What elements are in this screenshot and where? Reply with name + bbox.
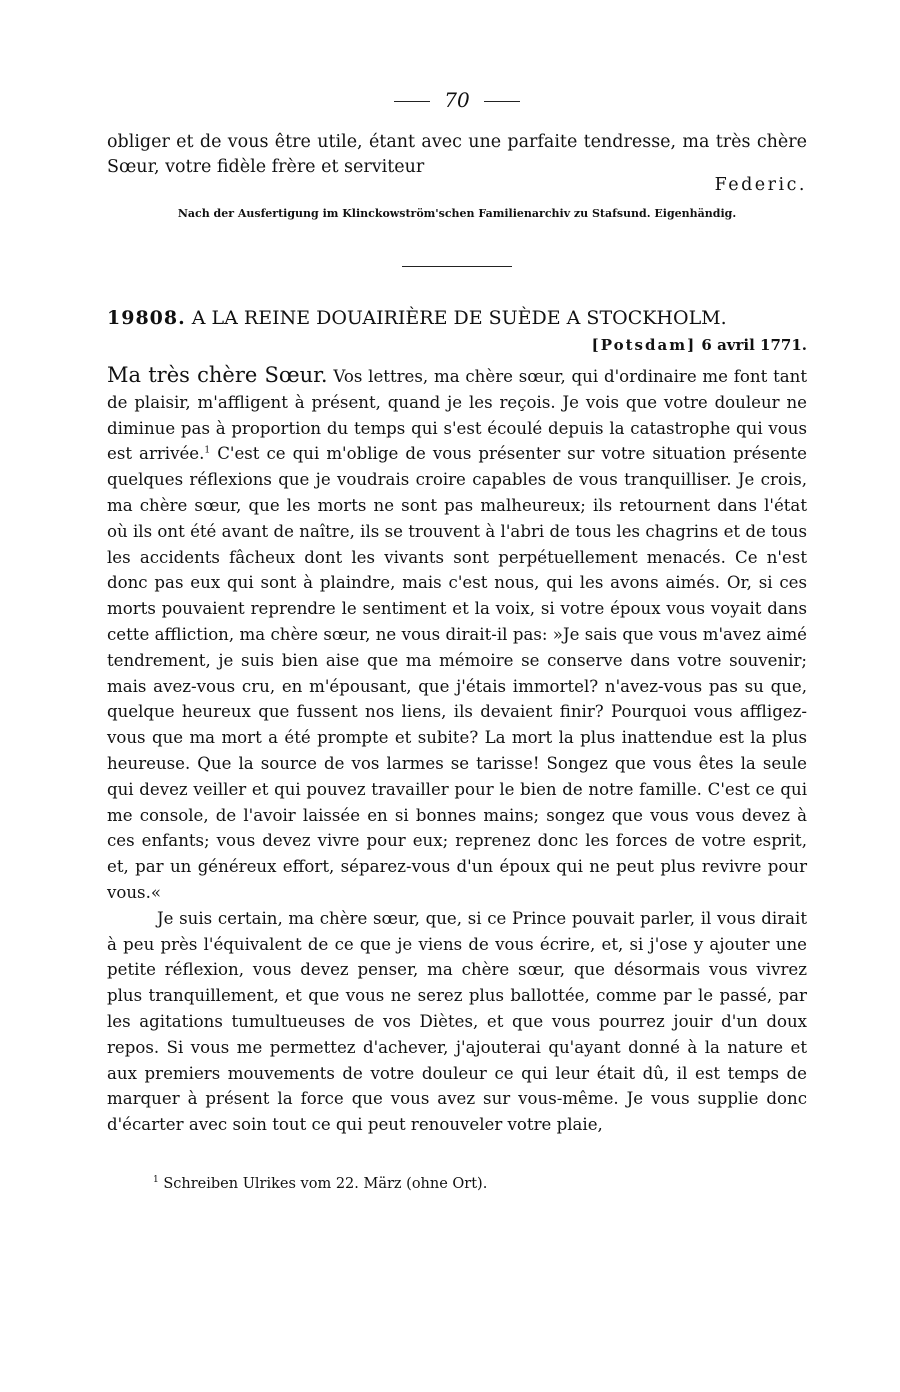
paragraph-1-part-b: C'est ce qui m'oblige de vous présenter sur votre situation présente quelques réflexions que je voudrais croire capables de vous tranquilliser. Je crois, ma chère sœur, que les morts ne sont pas malheureux; ils retournent dans l'état où ils ont été avant de naître, ils se trouvent à l'abri de tous les chagrins et de tous les accidents fâcheux dont les vivants sont perpétuellement menacés. Ce n'est donc pas eux qui sont à plaindre, mais c'est nous, qui les avons aimés. Or, si ces morts pouvaient reprendre le sentiment et la voix, si votre époux vous voyait dans cette affliction, ma chère sœur, ne vous dirait-il pas: »Je sais que vous m'avez aimé tendrement, je suis bien aise que ma mémoire se conserve dans votre souvenir; mais avez-vous cru, en m'épousant, que j'étais immortel? n'avez-vous pas su que, quelque heureux que fussent nos liens, ils devaient finir? Pourquoi vous affligez-vous que ma mort a été prompte et subite? La mort la plus inattendue est la plus heureuse. Que la source de vos larmes se tarisse! Songez que vous êtes la seule qui devez veiller et qui pouvez travailler pour le bien de notre famille. C'est ce qui me console, de l'avoir laissée en si bonnes mains; songez que vous vous devez à ces enfants; vous devez vivre pour eux; reprenez donc les forces de votre esprit, et, par un généreux effort, séparez-vous d'un époux qui ne peut plus revivre pour vous.« [107,444,807,902]
letter-heading [107,305,807,331]
footnote [153,1174,807,1194]
letter-body [107,363,807,1138]
footnote-marker: 1 [153,1175,159,1186]
paragraph-1-part-a: Vos lettres, ma chère sœur, qui d'ordinaire me font tant de plaisir, m'affligent à présent, quand je les reçois. Je vois que votre douleur ne diminue pas à proportion du temps qui s'est écoulé depuis la catastrophe qui vous est arrivée. [107,367,807,464]
salutation: Ma très chère Sœur. [107,363,328,387]
paragraph-2: Je suis certain, ma chère sœur, que, si ce Prince pouvait parler, il vous dirait à peu près l'équivalent de ce que je viens de vous écrire, et, si j'ose y ajouter une petite réflexion, vous devez penser, ma chère sœur, que désormais vous vivrez plus tranquillement, et que vous ne serez plus ballottée, comme par le passé, par les agitations tumultueuses de vos Diètes, et que vous pourrez jouir d'un doux repos. Si vous me permettez d'achever, j'ajouterai qu'ayant donné à la nature et aux premiers mouvements de votre douleur ce qui leur était dû, il est temps de marquer à présent la force que vous avez sur vous-même. Je vous supplie donc d'écarter avec soin tout ce qui peut renouveler votre plaie, [107,908,807,1135]
letter-place: [Potsdam] [591,336,697,354]
letter-date: 6 avril 1771. [701,336,807,354]
previous-letter-closing: obliger et de vous être utile, étant avec une parfaite tendresse, ma très chère Sœur, votre fidèle frère et serviteur [107,132,807,177]
page-number: 70 [444,88,470,112]
footnote-ref[interactable]: 1 [204,445,211,456]
letter-title: A LA REINE DOUAIRIÈRE DE SUÈDE A STOCKHOLM. [191,307,727,329]
paragraph-1 [107,363,807,906]
footnote-text: Schreiben Ulrikes vom 22. März (ohne Ort). [163,1175,488,1192]
page-header [107,84,807,116]
signature: Federic. [714,175,807,195]
letter-dateline [107,333,807,357]
section-divider [402,266,512,267]
source-note: Nach der Ausfertigung im Klinckowström'schen Familienarchiv zu Stafsund. Eigenhändig. [177,207,737,220]
header-rule-left [394,101,430,102]
letter-number: 19808. [107,307,186,329]
header-rule-right [484,101,520,102]
book-page [107,84,807,1194]
